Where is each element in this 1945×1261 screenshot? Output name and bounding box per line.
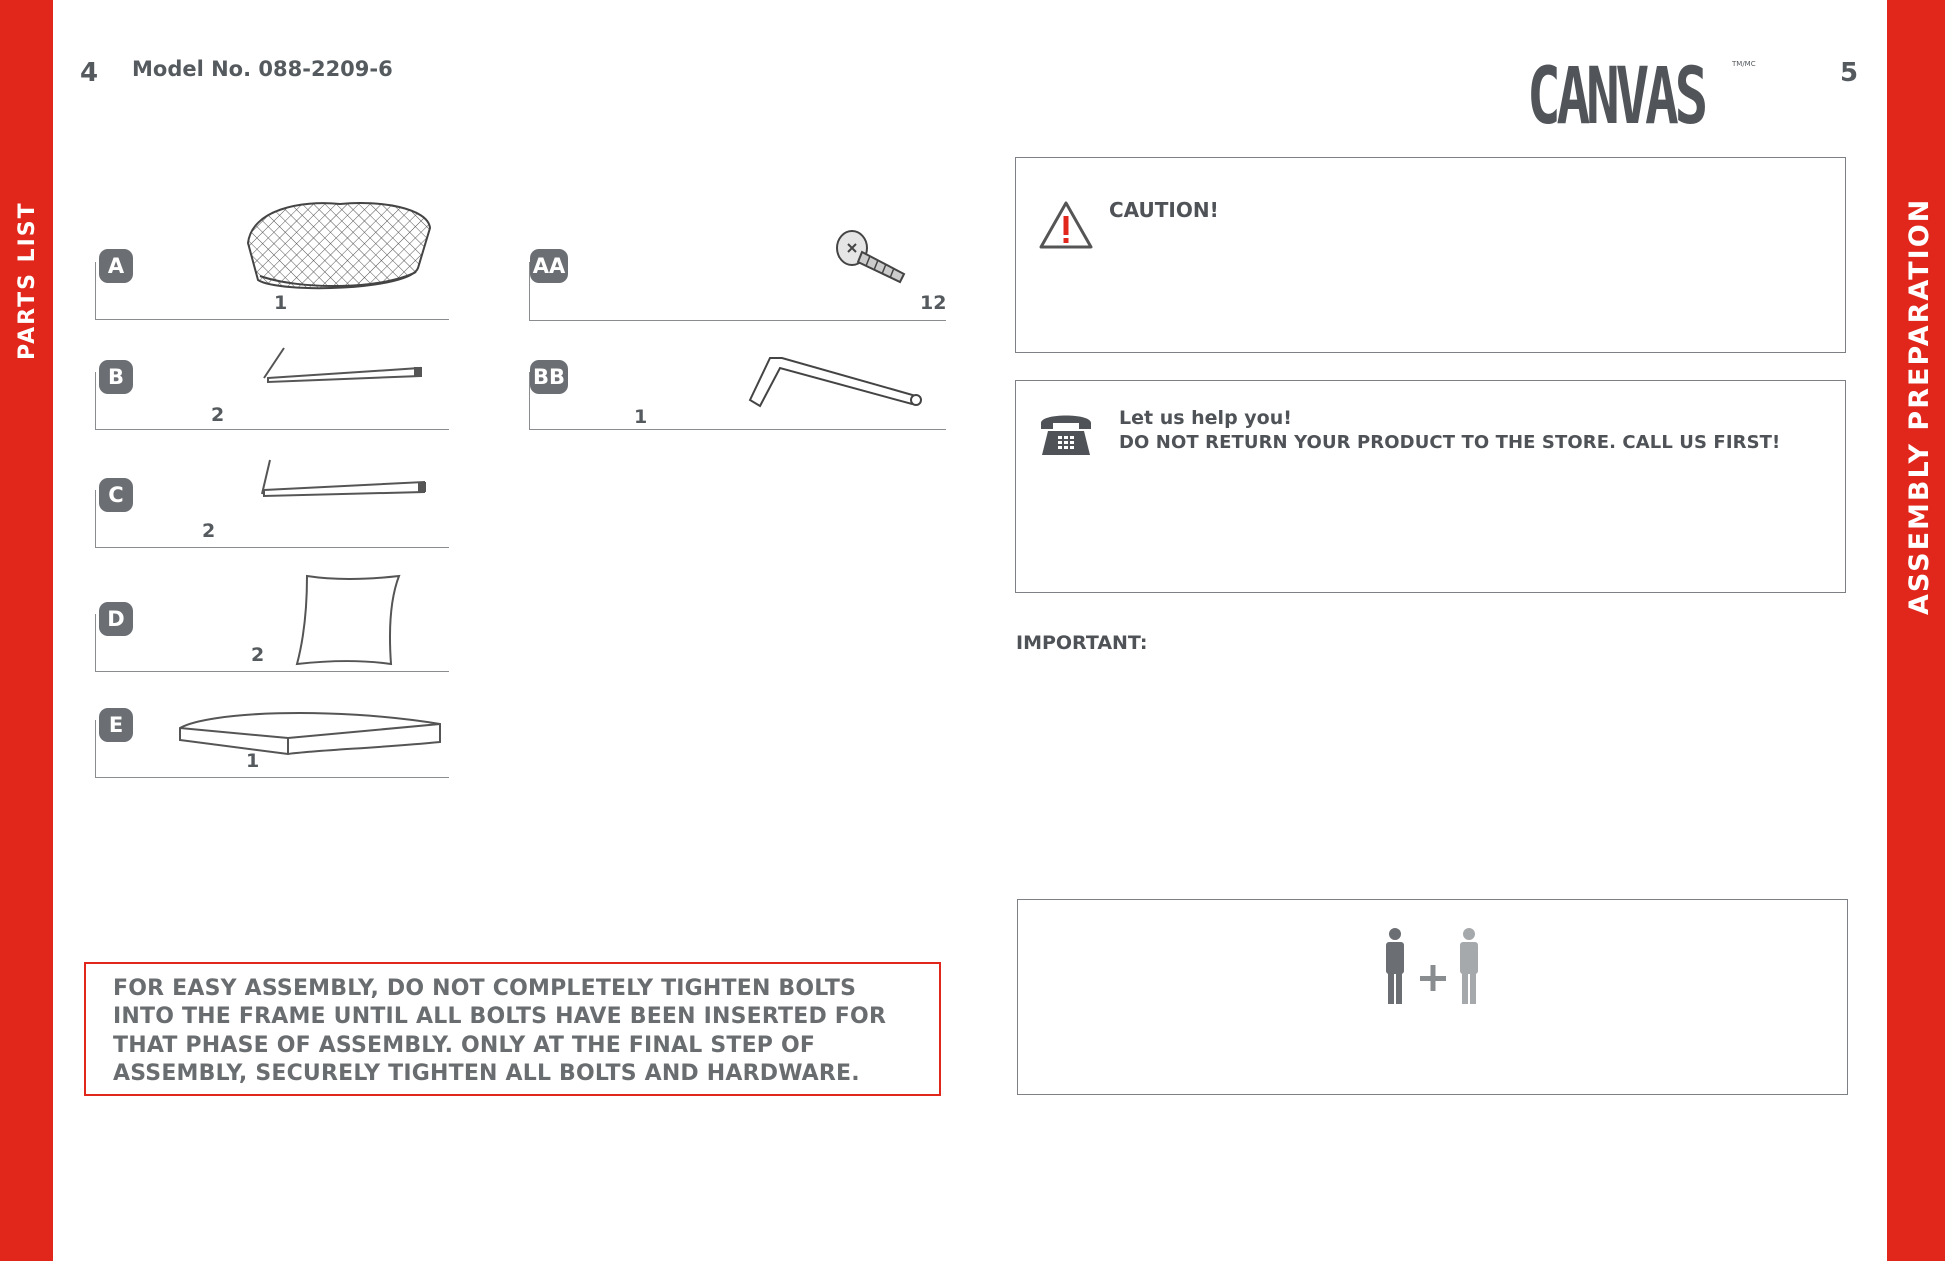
two-person-assembly-icon [1383, 928, 1483, 1006]
assembly-tip-line: ASSEMBLY, SECURELY TIGHTEN ALL BOLTS AND HARDWARE. [113, 1061, 860, 1086]
cushion-icon [293, 572, 403, 668]
part-letter-badge: D [99, 602, 133, 636]
warning-triangle-icon [1038, 200, 1094, 250]
assembly-tip-line: THAT PHASE OF ASSEMBLY. ONLY AT THE FINAL STEP OF [113, 1033, 816, 1058]
assembly-tip-box [84, 962, 941, 1096]
assembly-tip-line: FOR EASY ASSEMBLY, DO NOT COMPLETELY TIGHTEN BOLTS [113, 976, 857, 1001]
telephone-icon [1038, 409, 1094, 459]
help-box [1015, 380, 1846, 593]
part-quantity: 1 [246, 750, 260, 772]
part-row-c [95, 483, 449, 548]
allen-key-icon [746, 350, 926, 410]
part-quantity: 2 [202, 520, 216, 542]
important-label: IMPORTANT: [1016, 632, 1148, 654]
part-quantity: 1 [634, 406, 648, 428]
part-letter-badge: C [99, 478, 133, 512]
assembly-tip-line: INTO THE FRAME UNTIL ALL BOLTS HAVE BEEN INSERTED FOR [113, 1004, 887, 1029]
brand-logo: CANVAS [1527, 52, 1704, 142]
leg-icon [258, 456, 430, 498]
left-side-band [0, 0, 53, 1261]
basket-seat-icon [240, 198, 435, 300]
two-person-assembly-box [1017, 899, 1848, 1095]
model-number: Model No. 088-2209-6 [132, 57, 393, 81]
part-letter-badge: E [99, 708, 133, 742]
leg-icon [262, 344, 427, 384]
assembly-preparation-side-title: ASSEMBLY PREPARATION [1904, 197, 1935, 615]
caution-box [1015, 157, 1846, 353]
part-quantity: 12 [920, 292, 947, 314]
seat-cushion-icon [178, 704, 444, 756]
bolt-icon [834, 226, 910, 286]
help-title: Let us help you! [1119, 407, 1292, 429]
part-quantity: 2 [211, 404, 225, 426]
part-letter-badge: BB [530, 360, 568, 394]
page-number-left: 4 [80, 58, 99, 88]
part-letter-badge: B [99, 360, 133, 394]
help-text: DO NOT RETURN YOUR PRODUCT TO THE STORE. CALL US FIRST! [1119, 432, 1781, 453]
part-quantity: 1 [274, 292, 288, 314]
brand-trademark: TM/MC [1732, 60, 1756, 68]
part-letter-badge: A [99, 249, 133, 283]
caution-title: CAUTION! [1109, 198, 1219, 222]
page-number-right: 5 [1840, 58, 1859, 88]
right-side-band [1887, 0, 1945, 1261]
part-letter-badge: AA [530, 249, 568, 283]
parts-list-side-title: PARTS LIST [15, 201, 40, 360]
part-quantity: 2 [251, 644, 265, 666]
